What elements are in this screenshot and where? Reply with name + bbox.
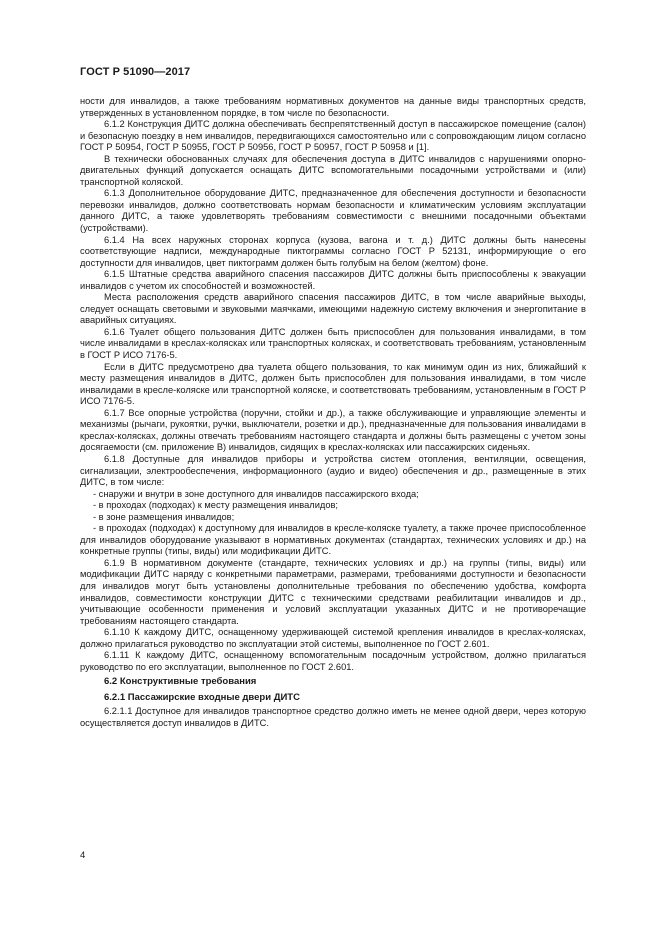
list-item: - в проходах (подходах) к доступному для инвалидов в кресле-коляске туалету, а также прочее приспособленное для инвалидов оборудование указывают в нормативных документах (стандартах, технических условиях и др.) на конкретные группы (типы, виды) или модификации ДИТС. xyxy=(80,523,586,557)
document-body xyxy=(80,96,586,729)
paragraph: Места расположения средств аварийного спасения пассажиров ДИТС, в том числе аварийные выходы, следует оснащать световыми и звуковыми маячками, имеющими надежную систему включения и энергопитание в аварийных ситуациях. xyxy=(80,292,586,326)
list-item: - в проходах (подходах) к месту размещения инвалидов; xyxy=(93,500,339,511)
paragraph: 6.1.2 Конструкция ДИТС должна обеспечивать беспрепятственный доступ в пассажирское помещение (салон) и безопасную поездку в нем инвалидов, передвигающихся самостоятельно или с сопровождающим лицом согласно ГОСТ Р 50954, ГОСТ Р 50955, ГОСТ Р 50956, ГОСТ Р 50957, ГОСТ Р 50958 и [1]. xyxy=(80,119,586,153)
paragraph: 6.1.3 Дополнительное оборудование ДИТС, предназначенное для обеспечения доступности и безопасности перевозки инвалидов, должно соответствовать нормам безопасности и климатическим условиям эксплуатации данного ДИТС, а также удовлетворять требованиям совместимости с внешними посадочными объектами (устройствами). xyxy=(80,188,586,234)
paragraph: 6.1.7 Все опорные устройства (поручни, стойки и др.), а также обслуживающие и управляющие элементы и механизмы (рычаги, рукоятки, ручки, выключатели, розетки и др.), предназначенные для пользования инвалидами в креслах-колясках, должны отвечать требованиям настоящего стандарта и должны быть размещены с учетом зоны досягаемости (см. приложение В) инвалидов, сидящих в креслах-колясках или пассажирских сиденьях. xyxy=(80,407,586,453)
document-header: ГОСТ Р 51090—2017 xyxy=(80,66,191,78)
paragraph: 6.1.4 На всех наружных сторонах корпуса (кузова, вагона и т. д.) ДИТС должны быть нанесены соответствующие надписи, международные пиктограммы согласно ГОСТ Р 52131, информирующие о его доступности для инвалидов, цвет пиктограмм должен быть голубым на белом (желтом) фоне. xyxy=(80,234,586,268)
section-heading: 6.2 Конструктивные требования xyxy=(104,676,257,688)
paragraph: В технически обоснованных случаях для обеспечения доступа в ДИТС инвалидов с нарушениями опорно-двигательных функций допускается оснащать ДИТС вспомогательными посадочными устройствами и (или) транспортной коляской. xyxy=(80,153,586,187)
page-number: 4 xyxy=(80,850,86,861)
list-item: - в зоне размещения инвалидов; xyxy=(93,511,235,522)
paragraph: 6.1.8 Доступные для инвалидов приборы и устройства систем отопления, вентиляции, освещения, сигнализации, электрообеспечения, информационного (аудио и видео) обеспечения и др., размещенные в этих ДИТС, в том числе: xyxy=(80,453,586,488)
list-item: - снаружи и внутри в зоне доступного для инвалидов пассажирского входа; xyxy=(93,488,419,499)
paragraph: 6.1.11 К каждому ДИТС, оснащенному вспомогательным посадочным устройством, должно прилагаться руководство по его эксплуатации, выполненное по ГОСТ 2.601. xyxy=(80,650,586,672)
paragraph: 6.1.6 Туалет общего пользования ДИТС должен быть приспособлен для пользования инвалидами, в том числе инвалидами в креслах-колясках или транспортных колясках, и соответствовать требованиям, установленным в ГОСТ Р ИСО 7176-5. xyxy=(80,326,586,361)
paragraph: 6.2.1.1 Доступное для инвалидов транспортное средство должно иметь не менее одной двери, через которую осуществляется доступ инвалидов в ДИТС. xyxy=(80,706,586,728)
paragraph: 6.1.10 К каждому ДИТС, оснащенному удерживающей системой крепления инвалидов в креслах-колясках, должно прилагаться руководство по эксплуатации этой системы, выполненное по ГОСТ 2.601. xyxy=(80,627,586,649)
subsection-heading: 6.2.1 Пассажирские входные двери ДИТС xyxy=(104,691,300,703)
paragraph: 6.1.5 Штатные средства аварийного спасения пассажиров ДИТС должны быть приспособлены к эвакуации инвалидов с учетом их способностей и возможностей. xyxy=(80,269,586,291)
paragraph: 6.1.9 В нормативном документе (стандарте, технических условиях и др.) на группы (типы, виды) или модификации ДИТС наряду с конкретными параметрами, размерами, требованиями доступности и безопасности для инвалидов могут быть установлены дополнительные требования по обеспечению удобства, комфорта инвалидов, совместимости конструкции ДИТС с техническими средствами реабилитации инвалидов и др., учитывающие особенности применения и условий эксплуатации указанных ДИТС и не противоречащие требованиям настоящего стандарта. xyxy=(80,557,586,626)
paragraph: ности для инвалидов, а также требованиям нормативных документов на данные виды транспортных средств, утвержденных в установленном порядке, в том числе по безопасности. xyxy=(80,96,586,118)
paragraph: Если в ДИТС предусмотрено два туалета общего пользования, то как минимум один из них, ближайший к месту размещения инвалидов в ДИТС, должен быть приспособлен для пользования инвалидами, в том числе инвалидами в кресле-коляске или транспортной коляске, и соответствовать требованиям, установленным в ГОСТ Р ИСО 7176-5. xyxy=(80,361,586,407)
